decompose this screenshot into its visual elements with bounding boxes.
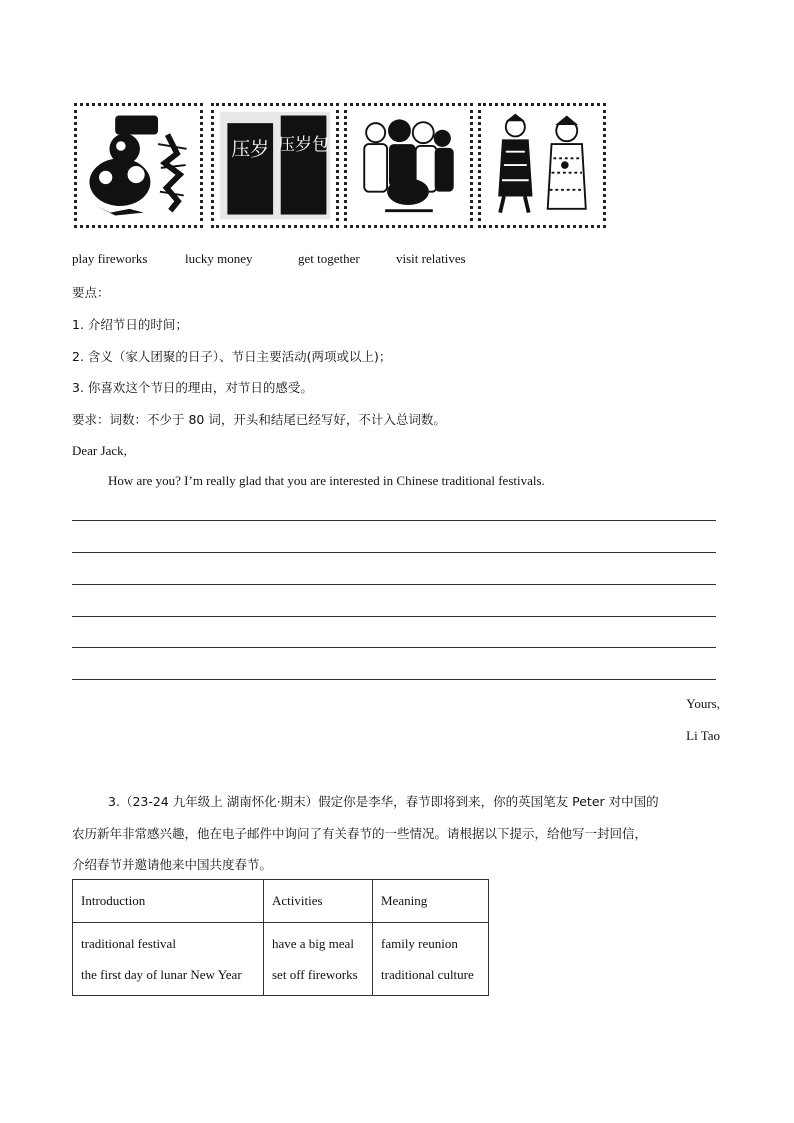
table-cell-line: traditional festival bbox=[81, 936, 176, 951]
visiting-relatives-illustration bbox=[478, 103, 606, 228]
writing-line bbox=[72, 552, 716, 553]
question3-text-line1: （23-24 九年级上 湖南怀化·期末）假定你是李华，春节即将到来，你的英国笔友 Peter 对中国的 bbox=[119, 794, 659, 809]
caption-play-fireworks: play fireworks bbox=[72, 251, 148, 266]
table-cell-line: family reunion bbox=[381, 936, 458, 951]
envelope-left-text: 压岁 bbox=[231, 138, 270, 161]
visiting-relatives-drawing bbox=[481, 106, 603, 225]
table-cell-activities bbox=[264, 923, 373, 996]
point-item-2: 2. 含义（家人团聚的日子）、节日主要活动(两项或以上)； bbox=[72, 349, 392, 364]
writing-line bbox=[72, 584, 716, 585]
writing-line bbox=[72, 520, 716, 521]
writing-line bbox=[72, 616, 716, 617]
writing-line bbox=[72, 647, 716, 648]
table-cell-line: traditional culture bbox=[381, 967, 474, 982]
table-cell-line: the first day of lunar New Year bbox=[81, 967, 242, 982]
fireworks-child-drawing bbox=[77, 106, 200, 225]
red-envelope-illustration bbox=[211, 103, 339, 228]
letter-closing: Yours, bbox=[686, 696, 720, 711]
point-item-3: 3. 你喜欢这个节日的理由，对节日的感受。 bbox=[72, 380, 313, 395]
question3-line1 bbox=[108, 792, 659, 810]
point-item-1: 1. 介绍节日的时间； bbox=[72, 317, 188, 332]
hint-table bbox=[72, 879, 489, 996]
table-cell-meaning bbox=[373, 923, 489, 996]
table-row bbox=[73, 923, 489, 996]
family-gathering-illustration bbox=[344, 103, 473, 228]
question3-line2: 农历新年非常感兴趣，他在电子邮件中询问了有关春节的一些情况。请根据以下提示，给他写一封回信， bbox=[72, 826, 648, 841]
table-cell-line: set off fireworks bbox=[272, 967, 358, 982]
points-heading: 要点： bbox=[72, 285, 110, 300]
caption-visit-relatives: visit relatives bbox=[396, 251, 466, 266]
requirement-text: 要求：词数：不少于 80 词，开头和结尾已经写好，不计入总词数。 bbox=[72, 412, 446, 427]
caption-get-together: get together bbox=[298, 251, 360, 266]
question-number: 3. bbox=[108, 794, 120, 809]
letter-signature: Li Tao bbox=[686, 728, 720, 743]
red-envelope-drawing bbox=[214, 106, 336, 225]
caption-lucky-money: lucky money bbox=[185, 251, 253, 266]
writing-line bbox=[72, 679, 716, 680]
table-header-activities: Activities bbox=[264, 880, 373, 923]
table-header-row bbox=[73, 880, 489, 923]
table-cell-line: have a big meal bbox=[272, 936, 354, 951]
envelope-right-text: 压岁包 bbox=[277, 134, 330, 155]
family-gathering-drawing bbox=[347, 106, 470, 225]
fireworks-child-illustration bbox=[74, 103, 203, 228]
letter-opening: How are you? I’m really glad that you are interested in Chinese traditional festivals. bbox=[108, 473, 545, 488]
table-header-introduction: Introduction bbox=[73, 880, 264, 923]
table-header-meaning: Meaning bbox=[373, 880, 489, 923]
table-cell-introduction bbox=[73, 923, 264, 996]
letter-greeting: Dear Jack, bbox=[72, 443, 127, 458]
question3-line3: 介绍春节并邀请他来中国共度春节。 bbox=[72, 857, 273, 872]
